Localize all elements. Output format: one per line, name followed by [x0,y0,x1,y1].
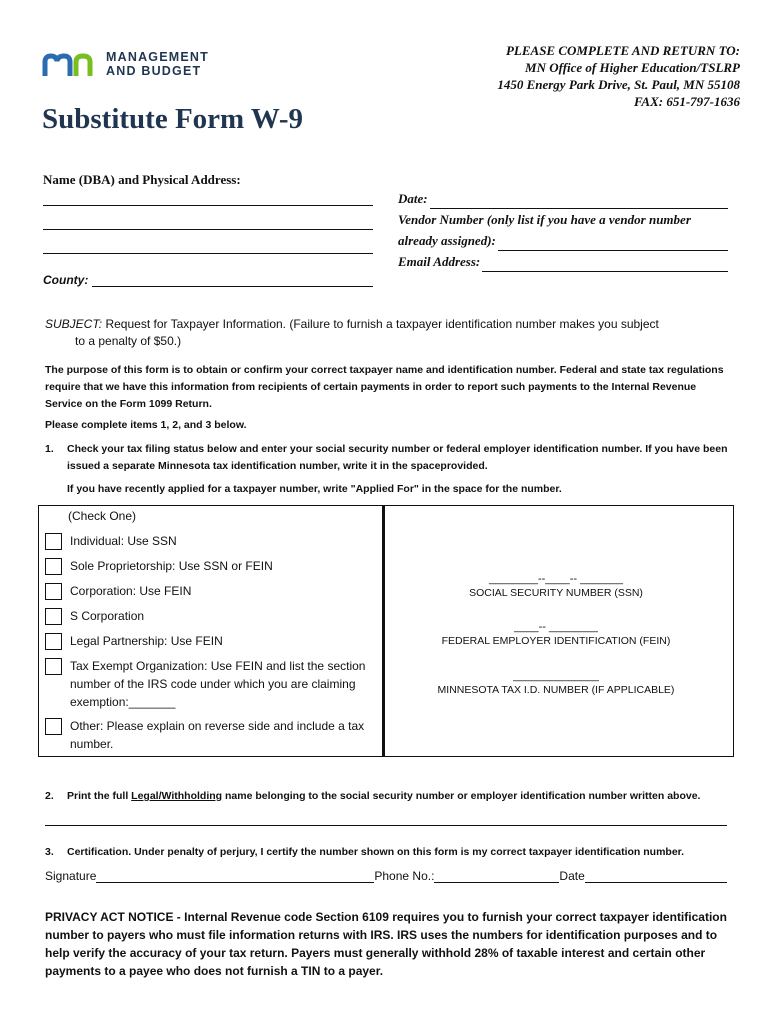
return-line-4: FAX: 651-797-1636 [633,94,740,109]
ssn-blank[interactable]: ________--____-- _______ [489,573,623,585]
item-1-number: 1. [45,443,54,455]
address-line-1[interactable] [43,205,373,206]
form-title: Substitute Form W-9 [42,103,303,135]
item-3-number: 3. [45,846,54,858]
phone-input[interactable] [434,868,559,883]
item-3-text: Certification. Under penalty of perjury, I certify the number shown on this form is my correct taxpayer identification number. [67,846,685,858]
option-label: S Corporation [70,609,145,623]
county-row [43,273,373,287]
item-2-underlined: Legal/Withholding [131,790,223,802]
vendor-row [398,230,728,251]
legal-name-input[interactable] [45,825,727,826]
checkbox[interactable] [45,583,62,600]
checkbox[interactable] [45,558,62,575]
complete-items-note: Please complete items 1, 2, and 3 below. [45,419,247,431]
subject-text-1: Request for Taxpayer Information. (Failure to furnish a taxpayer identification number makes you subject [105,317,659,331]
return-line-2: MN Office of Higher Education/TSLRP [525,60,740,75]
item-1-text: Check your tax filing status below and enter your social security number or federal employer identification number. If you have been issued a separate Minnesota tax identification number, write it in the spaceprovided. [67,443,728,472]
option-label: Legal Partnership: Use FEIN [70,634,223,648]
item-2-pre: Print the full [67,790,132,802]
checkbox[interactable] [45,718,62,735]
subject-label: SUBJECT: [45,317,103,331]
return-address [410,42,740,110]
vendor-label-2: already assigned): [398,233,496,248]
vendor-fields [398,188,728,272]
option-sole-proprietorship[interactable] [45,557,380,575]
return-line-3: 1450 Energy Park Drive, St. Paul, MN 55108 [497,77,740,92]
checkbox[interactable] [45,658,62,675]
purpose-paragraph: The purpose of this form is to obtain or confirm your correct taxpayer name and identification number. Federal and state tax regulations require that we have this information from recipients of certain payments in order to report such payments to the Internal Revenue Service on the Form 1099 Return. [45,364,724,410]
fein-field[interactable] [386,621,726,647]
check-one-label: (Check One) [68,509,137,523]
mn-logo-icon [42,52,100,78]
option-label: Tax Exempt Organization: Use FEIN and list the section number of the IRS code under which you are claiming exemption:_______ [70,659,366,709]
signature-date-input[interactable] [585,868,727,883]
county-label: County: [43,273,89,287]
fein-label: FEDERAL EMPLOYER IDENTIFICATION (FEIN) [441,635,671,647]
date-label-bottom: Date [559,869,585,883]
email-row [398,251,728,272]
option-label: Other: Please explain on reverse side and include a tax number. [70,719,365,751]
date-input[interactable] [430,194,728,209]
checkbox[interactable] [45,533,62,550]
option-s-corporation[interactable] [45,607,380,625]
option-label: Corporation: Use FEIN [70,584,192,598]
ssn-label: SOCIAL SECURITY NUMBER (SSN) [469,587,643,599]
option-tax-exempt[interactable] [45,657,380,711]
privacy-act-notice: PRIVACY ACT NOTICE - Internal Revenue code Section 6109 requires you to furnish your correct taxpayer identification number to payers who must file information returns with IRS. IRS uses the numbers for identification purposes and to help verify the accuracy of your tax return. Payers must generally withhold 28% of taxable interest and certain other payments to a payee who does not furnish a TIN to a payer. [45,910,727,978]
return-line-1: PLEASE COMPLETE AND RETURN TO: [505,43,740,58]
checkbox[interactable] [45,608,62,625]
vendor-number-input[interactable] [498,236,728,251]
item-3 [45,844,735,861]
subject-text-2: to a penalty of $50.) [75,334,182,348]
applied-for-note: If you have recently applied for a taxpayer number, write "Applied For" in the space for the number. [67,483,562,495]
address-line-2[interactable] [43,229,373,230]
option-other[interactable] [45,717,380,753]
item-2 [45,788,735,805]
mmb-logo [42,50,242,82]
county-input[interactable] [92,273,373,287]
logo-line-2: AND BUDGET [106,64,202,78]
vendor-label-1: Vendor Number (only list if you have a vendor number [398,212,691,227]
email-label: Email Address: [398,254,481,269]
email-input[interactable] [482,257,728,272]
signature-input[interactable] [96,868,374,883]
item-2-number: 2. [45,790,54,802]
name-address-label: Name (DBA) and Physical Address: [43,172,241,187]
mn-tax-id-field[interactable] [386,670,726,696]
address-line-3[interactable] [43,253,373,254]
mn-tax-id-blank[interactable]: ______________ [513,670,599,682]
logo-text [106,50,209,78]
date-row [398,188,728,209]
logo-line-1: MANAGEMENT [106,50,209,64]
mn-tax-id-label: MINNESOTA TAX I.D. NUMBER (IF APPLICABLE) [437,684,675,696]
item-2-text [67,788,700,805]
ssn-field[interactable] [386,573,726,599]
phone-label: Phone No.: [374,869,435,883]
subject [45,316,735,350]
option-individual[interactable] [45,532,380,550]
date-label: Date: [398,191,428,206]
item-1 [45,441,735,475]
item-2-post: name belonging to the social security number or employer identification number written above. [222,790,701,802]
option-corporation[interactable] [45,582,380,600]
option-legal-partnership[interactable] [45,632,380,650]
fein-blank[interactable]: ____-- ________ [514,621,598,633]
signature-row [45,868,727,883]
option-label: Individual: Use SSN [70,534,177,548]
checkbox[interactable] [45,633,62,650]
signature-label: Signature [45,869,97,883]
option-label: Sole Proprietorship: Use SSN or FEIN [70,559,273,573]
